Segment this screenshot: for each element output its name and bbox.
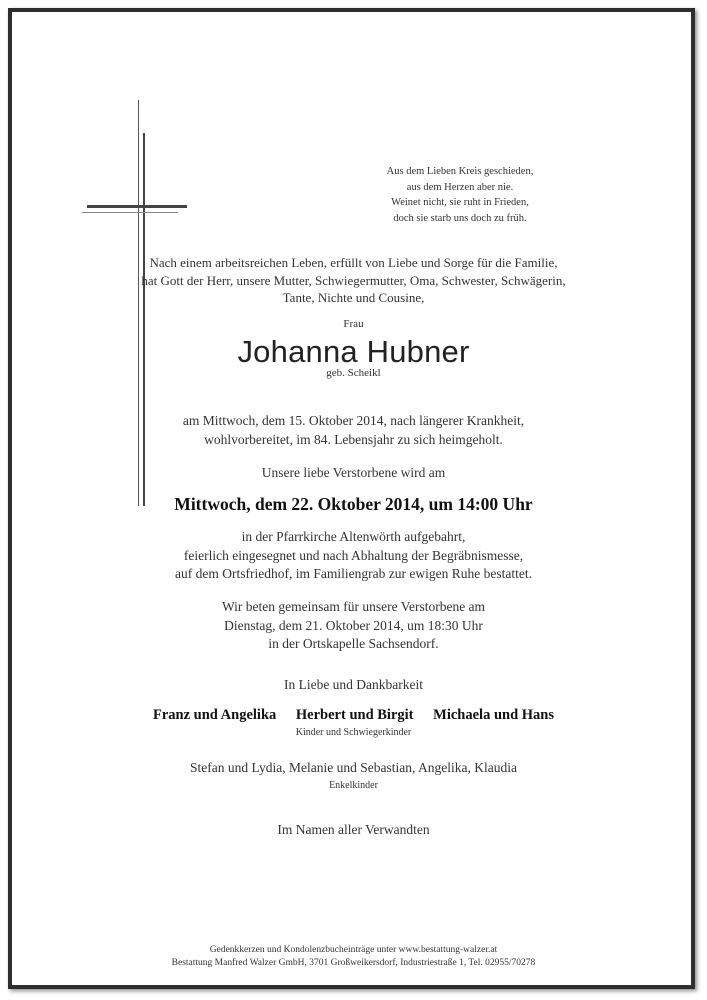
cross-horizontal-thin [82, 212, 178, 213]
deceased-name: Johanna Hubner [237, 334, 470, 369]
footer-line: Bestattung Manfred Walzer GmbH, 3701 Großweikersdorf, Industriestraße 1, Tel. 02955/70278 [171, 958, 536, 968]
footer [0, 944, 707, 970]
funeral-notice: Unsere liebe Verstorbene wird am [261, 465, 446, 480]
prayer-line: Wir beten gemeinsam für unsere Verstorbene am [221, 599, 486, 614]
cross-horizontal [87, 205, 187, 208]
poem-line: aus dem Herzen aber nie. [406, 181, 514, 193]
footer-line: Gedenkkerzen und Kondolenzbucheinträge unter www.bestattung-walzer.at [209, 945, 498, 955]
grandchildren-names: Stefan und Lydia, Melanie und Sebastian, Angelika, Klaudia [190, 760, 517, 775]
relatives-text: Im Namen aller Verwandten [277, 822, 430, 837]
child-couple: Michaela und Hans [433, 707, 554, 723]
funeral-place [0, 528, 707, 584]
closing-text: In Liebe und Dankbarkeit [283, 677, 424, 692]
poem-line: Weinet nicht, sie ruht in Frieden, [391, 197, 529, 208]
funeral-place-line: in der Pfarrkirche Altenwörth aufgebahrt, [241, 529, 466, 544]
intro-line: Tante, Nichte und Cousine, [282, 290, 425, 305]
poem-line: doch sie starb uns doch zu früh. [393, 212, 527, 224]
prayer-line: Dienstag, dem 21. Oktober 2014, um 18:30 Uhr [224, 617, 483, 633]
funeral-place-line: feierlich eingesegnet und nach Abhaltung der Begräbnismesse, [183, 547, 524, 563]
death-text [0, 412, 707, 449]
funeral-date: Mittwoch, dem 22. Oktober 2014, um 14:00 Uhr [174, 494, 533, 514]
prayer-text [0, 598, 707, 654]
child-couple: Franz und Angelika [153, 707, 277, 723]
funeral-place-line: auf dem Ortsfriedhof, im Familiengrab zur ewigen Ruhe bestattet. [175, 566, 532, 581]
intro-line: hat Gott der Herr, unsere Mutter, Schwiegermutter, Oma, Schwester, Schwägerin, [141, 272, 566, 288]
poem-line: Aus dem Lieben Kreis geschieden, [386, 166, 534, 177]
death-line: am Mittwoch, dem 15. Oktober 2014, nach längerer Krankheit, [182, 413, 525, 428]
death-line: wohlvorbereitet, im 84. Lebensjahr zu sich heimgeholt. [204, 431, 503, 447]
poem [360, 164, 560, 226]
prayer-line: in der Ortskapelle Sachsendorf. [268, 636, 439, 651]
salutation: Frau [343, 318, 364, 330]
intro-text [0, 254, 707, 307]
maiden-name: geb. Scheikl [326, 367, 381, 379]
children-label: Kinder und Schwiegerkinder [295, 727, 412, 738]
children-names [0, 707, 707, 724]
intro-line: Nach einem arbeitsreichen Leben, erfüllt von Liebe und Sorge für die Familie, [149, 255, 558, 270]
grandchildren-label: Enkelkinder [329, 780, 378, 791]
child-couple: Herbert und Birgit [295, 707, 414, 723]
